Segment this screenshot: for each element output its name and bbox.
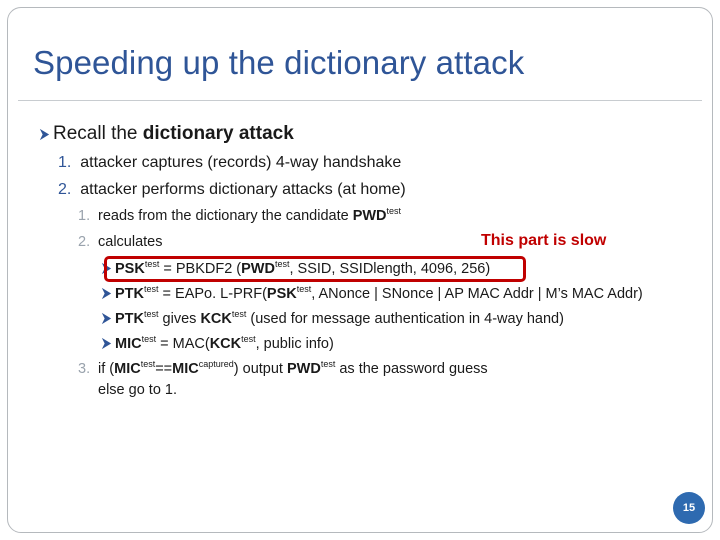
substep-sup: test bbox=[386, 206, 402, 216]
page-number-badge: 15 bbox=[673, 492, 705, 524]
substep-text: reads from the dictionary the candidate bbox=[98, 208, 353, 224]
calc-text-1: = MAC( bbox=[156, 336, 210, 352]
calc-bold-1: MIC bbox=[115, 336, 142, 352]
calc-sup-2: test bbox=[241, 334, 256, 344]
slow-annotation: This part is slow bbox=[481, 232, 607, 249]
substep-text-1: if ( bbox=[98, 361, 115, 377]
substep-3 bbox=[78, 361, 488, 377]
substep-number: 2. bbox=[78, 234, 91, 250]
substep-2 bbox=[78, 234, 162, 250]
calc-item bbox=[100, 285, 643, 302]
substep-sup-1: test bbox=[140, 359, 156, 369]
step-text: attacker captures (records) 4-way handshake bbox=[80, 154, 402, 171]
calc-bold-1: PTK bbox=[115, 311, 144, 327]
calc-text-1: = PBKDF2 ( bbox=[159, 261, 242, 277]
substep-bold-1: MIC bbox=[114, 361, 141, 377]
substep-text-3: ) output bbox=[233, 361, 287, 377]
substep-text-2: == bbox=[155, 361, 173, 377]
calc-text-2: (used for message authentication in 4-way hand) bbox=[246, 311, 564, 327]
slow-highlight-box bbox=[104, 256, 526, 282]
calc-sup-1: test bbox=[141, 334, 157, 344]
calc-sup-1: test bbox=[144, 259, 160, 269]
title-divider bbox=[18, 100, 702, 101]
calc-sup-2: test bbox=[296, 284, 312, 294]
main-bullet bbox=[38, 123, 294, 145]
substep-number: 1. bbox=[78, 208, 91, 224]
calc-text-1: = EAPo. L-PRF( bbox=[158, 286, 267, 302]
slide-title: Speeding up the dictionary attack bbox=[33, 44, 525, 81]
bullet-icon bbox=[38, 125, 53, 140]
substep-number: 3. bbox=[78, 361, 91, 377]
calc-sup-1: test bbox=[144, 309, 159, 319]
main-bullet-bold: dictionary attack bbox=[142, 123, 294, 144]
step-text: attacker performs dictionary attacks (at home) bbox=[80, 181, 406, 198]
substep-bold: PWD bbox=[352, 208, 387, 224]
substep-sup-2: captured bbox=[198, 359, 234, 369]
calc-sup-2: test bbox=[274, 259, 290, 269]
step-number: 2. bbox=[58, 181, 72, 198]
substep-bold-2: MIC bbox=[172, 361, 199, 377]
calc-bold-2: PSK bbox=[266, 286, 297, 302]
calc-bold-2: PWD bbox=[241, 261, 275, 277]
calc-sup-2: test bbox=[231, 309, 247, 319]
calc-bold-2: KCK bbox=[200, 311, 232, 327]
substep-bold-3: PWD bbox=[286, 361, 321, 377]
calc-bold-1: PTK bbox=[115, 286, 144, 302]
calc-sup-1: test bbox=[144, 284, 159, 294]
calc-text-1: gives bbox=[158, 311, 201, 327]
step-1 bbox=[58, 154, 401, 172]
substep-text: calculates bbox=[98, 234, 163, 250]
substep-sup-3: test bbox=[320, 359, 336, 369]
calc-text-2: , SSID, SSIDlength, 4096, 256) bbox=[289, 261, 491, 277]
substep-text-4: as the password guess bbox=[335, 361, 488, 377]
calc-text-2: , ANonce | SNonce | AP MAC Addr | M’s MAC Addr) bbox=[311, 286, 643, 302]
main-bullet-prefix: Recall the bbox=[53, 123, 143, 144]
bullet-icon bbox=[100, 287, 115, 302]
substep-3-continuation: else go to 1. bbox=[98, 382, 177, 398]
calc-item bbox=[100, 310, 564, 327]
step-2 bbox=[58, 181, 406, 199]
calc-bold-2: KCK bbox=[209, 336, 242, 352]
step-number: 1. bbox=[58, 154, 72, 171]
substep-1 bbox=[78, 208, 401, 224]
calc-bold-1: PSK bbox=[115, 261, 145, 277]
calc-item bbox=[100, 335, 334, 352]
calc-text-2: , public info) bbox=[255, 336, 334, 352]
bullet-icon bbox=[100, 337, 115, 352]
bullet-icon bbox=[100, 312, 115, 327]
